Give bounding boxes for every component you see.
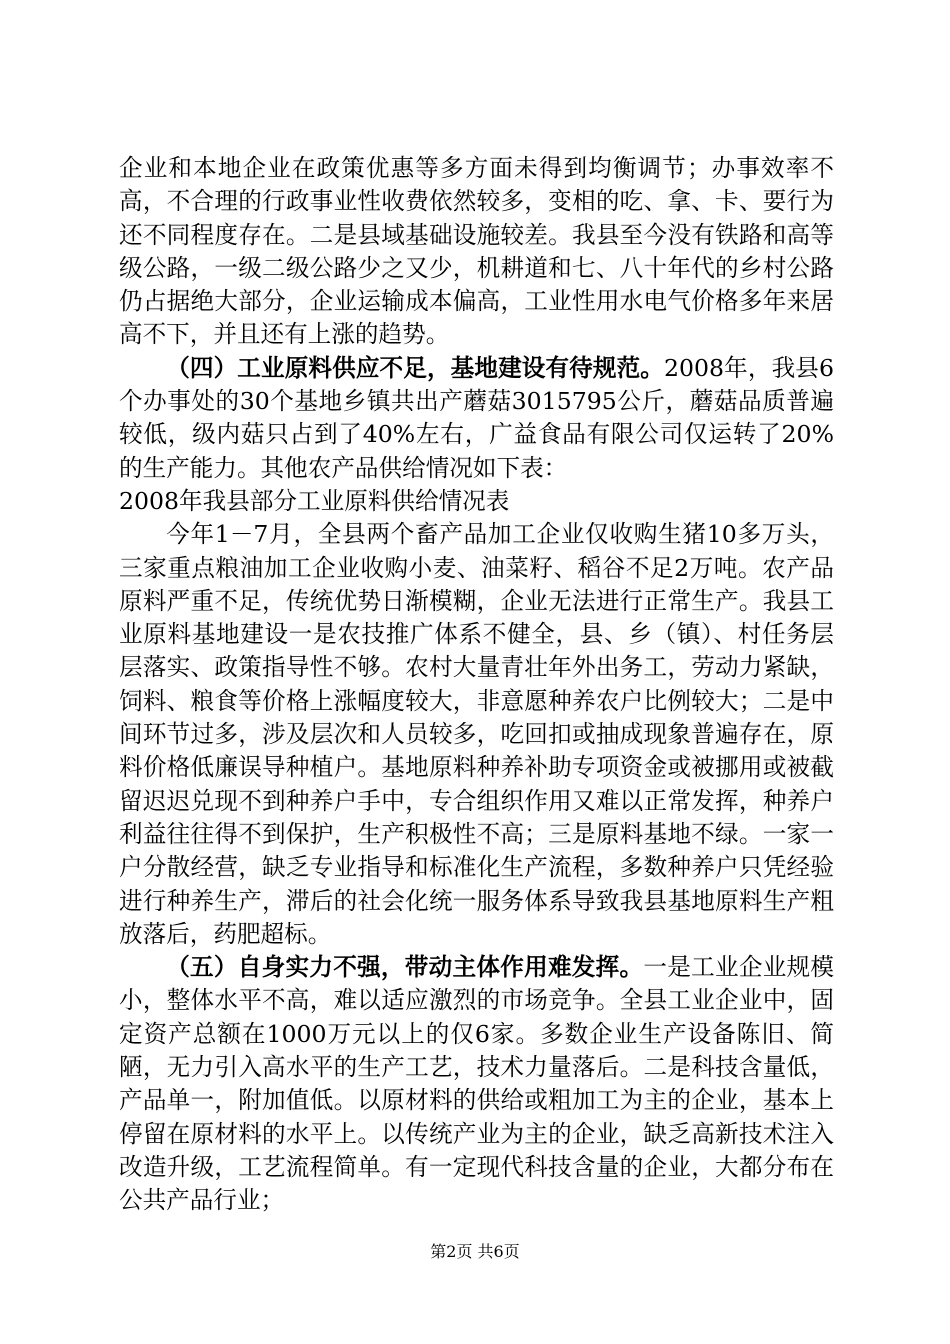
section-four-text: 2008年，我县6个办事处的30个基地乡镇共出产蘑菇3015795公斤，蘑菇品质普遍较低，级内菇只占到了40%左右，广益食品有限公司仅运转了20%的生产能力。其他农产品供给情况如下表： <box>119 353 835 482</box>
section-five-heading: （五）自身实力不强，带动主体作用难发挥。 <box>166 953 644 982</box>
paragraph-section-five <box>119 951 834 1217</box>
table-caption: 2008年我县部分工业原料供给情况表 <box>119 486 510 515</box>
page-number-footer: 第2页 共6页 <box>430 1242 520 1261</box>
paragraph-section-four <box>119 352 834 485</box>
document-body <box>119 152 834 1218</box>
paragraph-raw-materials: 今年1－7月，全县两个畜产品加工企业仅收购生猪10多万头，三家重点粮油加工企业收购小麦、油菜籽、稻谷不足2万吨。农产品原料严重不足，传统优势日渐模糊，企业无法进行正常生产。我县工业原料基地建设一是农技推广体系不健全，县、乡（镇）、村任务层层落实、政策指导性不够。农村大量青壮年外出务工，劳动力紧缺，饲料、粮食等价格上涨幅度较大，非意愿种养农户比例较大；二是中间环节过多，涉及层次和人员较多，吃回扣或抽成现象普遍存在，原料价格低廉误导种植户。基地原料种养补助专项资金或被挪用或被截留迟迟兑现不到种养户手中，专合组织作用又难以正常发挥，种养户利益往往得不到保护，生产积极性不高；三是原料基地不绿。一家一户分散经营，缺乏专业指导和标准化生产流程，多数种养户只凭经验进行种养生产，滞后的社会化统一服务体系导致我县基地原料生产粗放落后，药肥超标。 <box>119 520 834 948</box>
paragraph-continuation: 企业和本地企业在政策优惠等多方面未得到均衡调节；办事效率不高，不合理的行政事业性收费依然较多，变相的吃、拿、卡、要行为还不同程度存在。二是县域基础设施较差。我县至今没有铁路和高等级公路，一级二级公路少之又少，机耕道和七、八十年代的乡村公路仍占据绝大部分，企业运输成本偏高，工业性用水电气价格多年来居高不下，并且还有上涨的趋势。 <box>119 154 834 349</box>
section-five-text: 一是工业企业规模小，整体水平不高，难以适应激烈的市场竞争。全县工业企业中，固定资产总额在1000万元以上的仅6家。多数企业生产设备陈旧、简陋，无力引入高水平的生产工艺，技术力量落后。二是科技含量低，产品单一，附加值低。以原材料的供给或粗加工为主的企业，基本上停留在原材料的水平上。以传统产业为主的企业，缺乏高新技术注入改造升级，工艺流程简单。有一定现代科技含量的企业，大都分布在公共产品行业； <box>119 953 835 1215</box>
section-four-heading: （四）工业原料供应不足，基地建设有待规范。 <box>166 353 665 382</box>
